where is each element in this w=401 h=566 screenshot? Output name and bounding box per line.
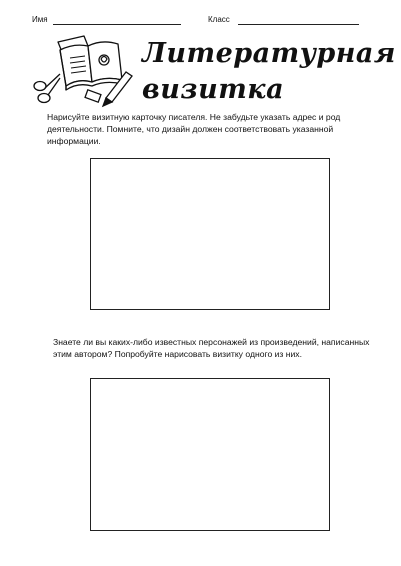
book-icon <box>58 36 122 90</box>
class-label: Класс <box>208 15 230 24</box>
task2-text: Знаете ли вы каких-либо известных персонажей из произведений, написанных этим автором? Попробуйте нарисовать визитку одного из них. <box>53 337 370 360</box>
name-field[interactable] <box>53 24 181 25</box>
name-label: Имя <box>32 15 48 24</box>
title-line1: Литературная <box>142 38 396 69</box>
title-line2: визитка <box>142 74 285 105</box>
drawing-box-1[interactable] <box>90 158 330 310</box>
drawing-box-2[interactable] <box>90 378 330 531</box>
stationery-illustration <box>30 32 138 108</box>
scissors-icon <box>34 74 60 103</box>
class-field[interactable] <box>238 24 359 25</box>
eraser-icon <box>85 90 101 102</box>
task1-text: Нарисуйте визитную карточку писателя. Не забудьте указать адрес и род деятельности. Помните, что дизайн должен соответствовать указанной информации. <box>47 112 341 147</box>
